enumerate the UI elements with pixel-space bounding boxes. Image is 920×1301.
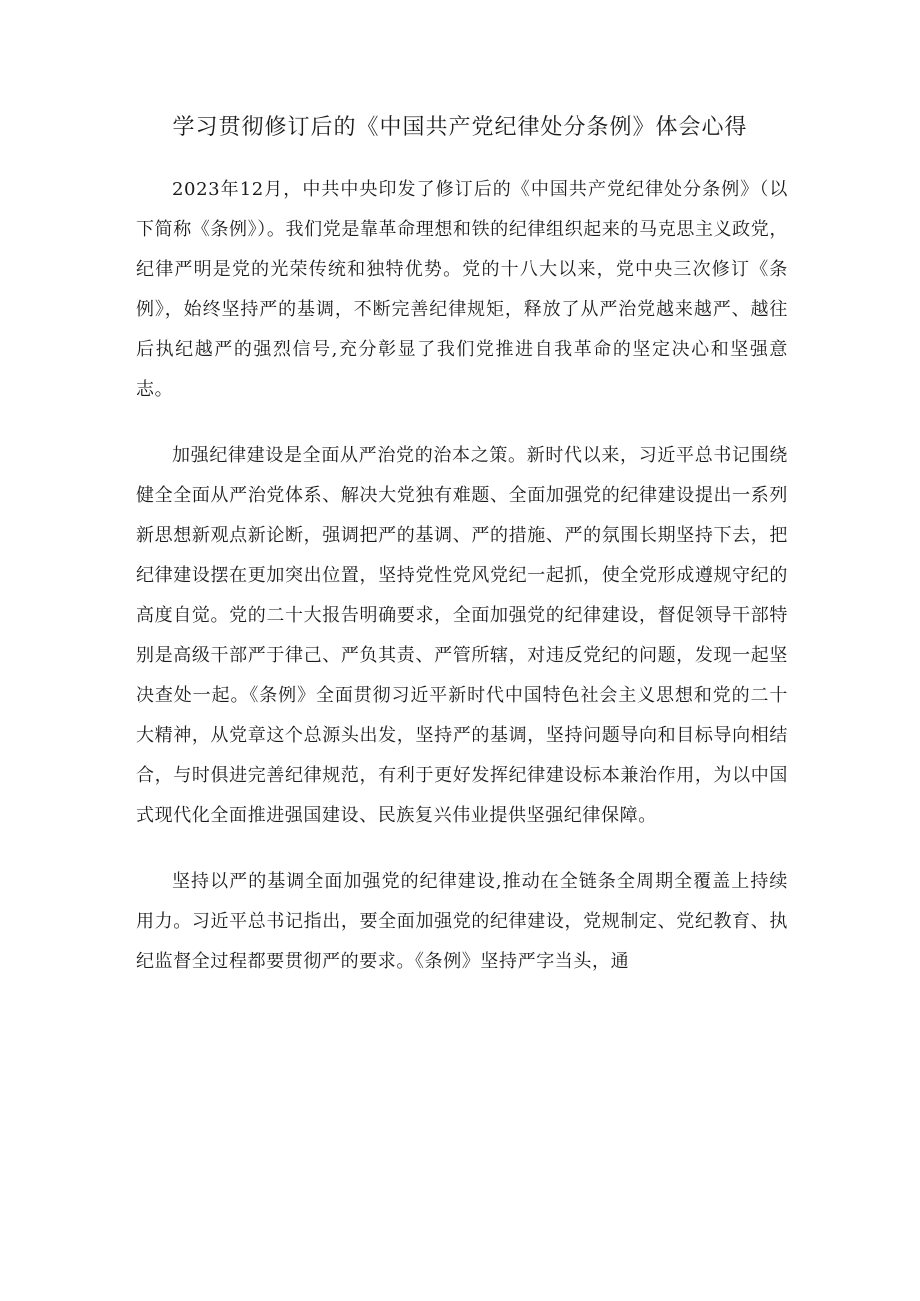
paragraph-1: 2023年12月，中共中央印发了修订后的《中国共产党纪律处分条例》（以下简称《条例》）。我们党是靠革命理想和铁的纪律组织起来的马克思主义政党，纪律严明是党的光荣传统和独特优势。党的十八大以来，党中央三次修订《条例》，始终坚持严的基调，不断完善纪律规矩，释放了从严治党越来越严、越往后执纪越严的强烈信号,充分彰显了我们党推进自我革命的坚定决心和坚强意志。: [136, 179, 788, 400]
paragraph-2: 加强纪律建设是全面从严治党的治本之策。新时代以来，习近平总书记围绕健全全面从严治党体系、解决大党独有难题、全面加强党的纪律建设提出一系列新思想新观点新论断，强调把严的基调、严的措施、严的氛围长期坚持下去，把纪律建设摆在更加突出位置，坚持党性党风党纪一起抓，使全党形成遵规守纪的高度自觉。党的二十大报告明确要求，全面加强党的纪律建设，督促领导干部特别是高级干部严于律己、严负其责、严管所辖，对违反党纪的问题，发现一起坚决查处一起。《条例》全面贯彻习近平新时代中国特色社会主义思想和党的二十大精神，从党章这个总源头出发，坚持严的基调，坚持问题导向和目标导向相结合，与时俱进完善纪律规范，有利于更好发挥纪律建设标本兼治作用，为以中国式现代化全面推进强国建设、民族复兴伟业提供坚强纪律保障。: [136, 445, 788, 826]
document-body: [136, 170, 788, 1008]
paragraph-3: 坚持以严的基调全面加强党的纪律建设,推动在全链条全周期全覆盖上持续用力。习近平总书记指出，要全面加强党的纪律建设，党规制定、党纪教育、执纪监督全过程都要贯彻严的要求。《条例》坚持严字当头，通: [136, 871, 788, 972]
document-title: 学习贯彻修订后的《中国共产党纪律处分条例》体会心得: [172, 115, 748, 140]
